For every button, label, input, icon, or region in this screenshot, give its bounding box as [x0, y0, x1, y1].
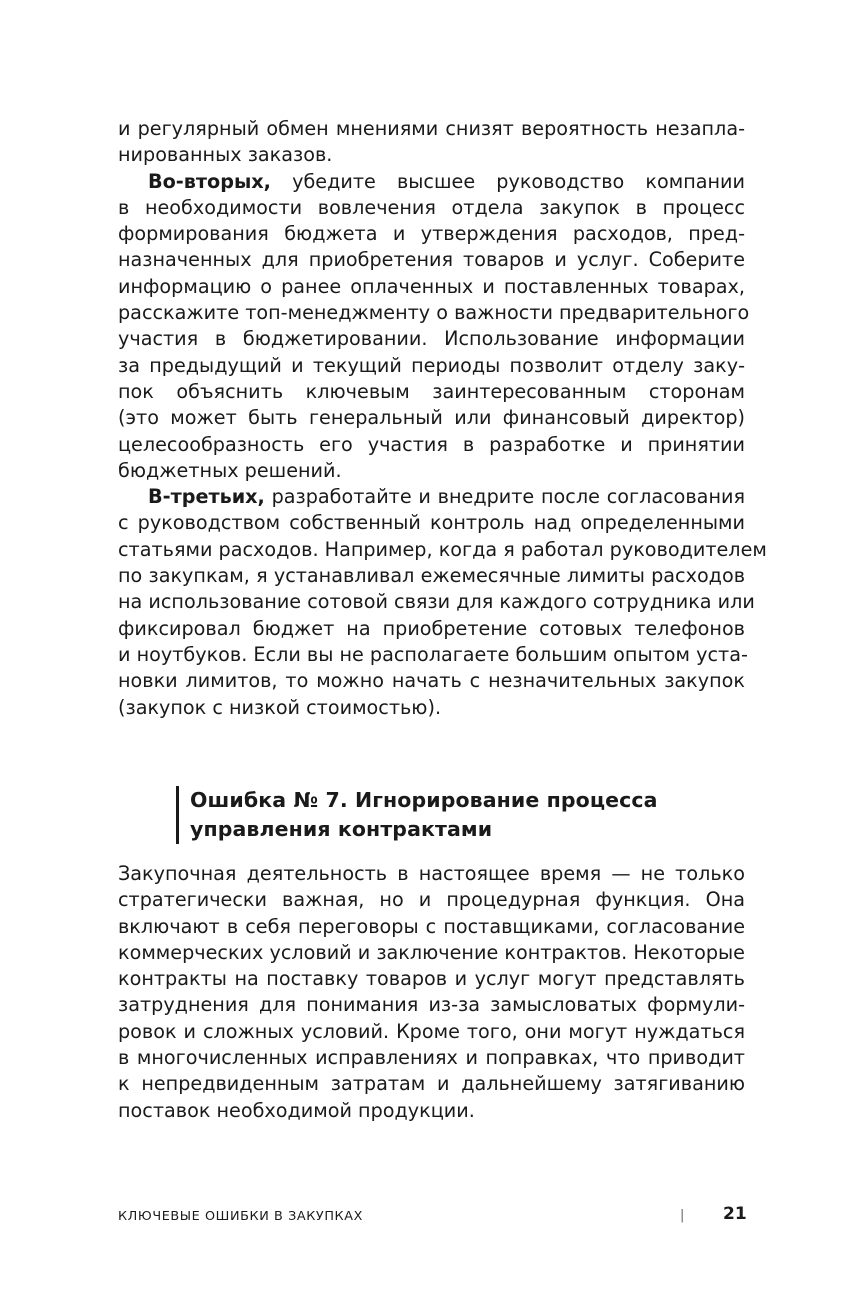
text-line: (закупок с низкой стоимостью). [118, 695, 442, 719]
text-line: назначенных для приобретения товаров и услуг. Соберите [118, 248, 745, 272]
text-line: к непредвиденным затратам и дальнейшему затягиванию [118, 1072, 745, 1096]
text-line: контракты на поставку товаров и услуг могут представлять [118, 967, 745, 991]
text-fragment: разработайте и внедрите после согласования [264, 485, 745, 509]
running-title: КЛЮЧЕВЫЕ ОШИБКИ В ЗАКУПКАХ [118, 1209, 363, 1224]
body-text-top [118, 116, 767, 721]
text-line: с руководством собственный контроль над определенными [118, 511, 745, 535]
text-line [118, 484, 745, 510]
heading-line: Ошибка № 7. Игнорирование процесса [190, 788, 658, 812]
paragraph-2 [118, 169, 750, 485]
text-line: статьями расходов. Например, когда я работал руководителем [118, 537, 767, 561]
text-line: Закупочная деятельность в настоящее время — не только [118, 862, 745, 885]
paragraph-3 [118, 484, 767, 721]
text-line: в необходимости вовлечения отдела закупок в процесс [118, 195, 745, 219]
text-line: пок объяснить ключевым заинтересованным сторонам [118, 379, 745, 403]
paragraph-4 [118, 861, 745, 1124]
paragraph-1 [118, 116, 745, 169]
text-line: на использование сотовой связи для каждого сотрудника или [118, 590, 755, 614]
text-fragment: убедите высшее руководство компании [270, 169, 745, 193]
text-line: ровок и сложных условий. Кроме того, они могут нуждаться [118, 1019, 745, 1043]
text-line: фиксировал бюджет на приобретение сотовых телефонов [118, 616, 745, 640]
text-line: стратегически важная, но и процедурная функция. Она [118, 888, 745, 912]
text-line: бюджетных решений. [118, 458, 342, 482]
paragraph-lead: Во-вторых, [148, 169, 271, 193]
text-line: за предыдущий и текущий периоды позволит отделу заку- [118, 353, 745, 377]
text-line: участия в бюджетировании. Использование информации [118, 327, 745, 351]
text-line: нированных заказов. [118, 143, 333, 167]
text-line: и ноутбуков. Если вы не располагаете большим опытом уста- [118, 642, 748, 666]
text-line: информацию о ранее оплаченных и поставленных товарах, [118, 274, 745, 298]
text-line: расскажите топ-менеджменту о важности предварительного [118, 301, 750, 325]
heading-line: управления контрактами [190, 817, 493, 841]
text-line: и регулярный обмен мнениями снизят вероятность незапла- [118, 117, 745, 140]
page-number: 21 [723, 1204, 747, 1224]
footer-separator: | [680, 1208, 685, 1223]
text-line: формирования бюджета и утверждения расходов, пред- [118, 222, 745, 246]
text-line: включают в себя переговоры с поставщиками, согласование [118, 914, 745, 938]
text-line: целесообразность его участия в разработке и принятии [118, 432, 745, 456]
paragraph-lead: В-третьих, [148, 485, 265, 509]
text-line: поставок необходимой продукции. [118, 1098, 475, 1122]
text-line: (это может быть генеральный или финансовый директор) [118, 406, 745, 430]
text-line: затруднения для понимания из-за замысловатых формули- [118, 993, 745, 1017]
text-line [118, 169, 745, 195]
body-text-bottom [118, 861, 745, 1124]
text-line: новки лимитов, то можно начать с незначительных закупок [118, 669, 745, 693]
section-heading [176, 786, 750, 844]
text-line: в многочисленных исправлениях и поправках, что приводит [118, 1046, 745, 1070]
text-line: по закупкам, я устанавливал ежемесячные лимиты расходов [118, 564, 745, 588]
text-line: коммерческих условий и заключение контрактов. Некоторые [118, 940, 745, 964]
